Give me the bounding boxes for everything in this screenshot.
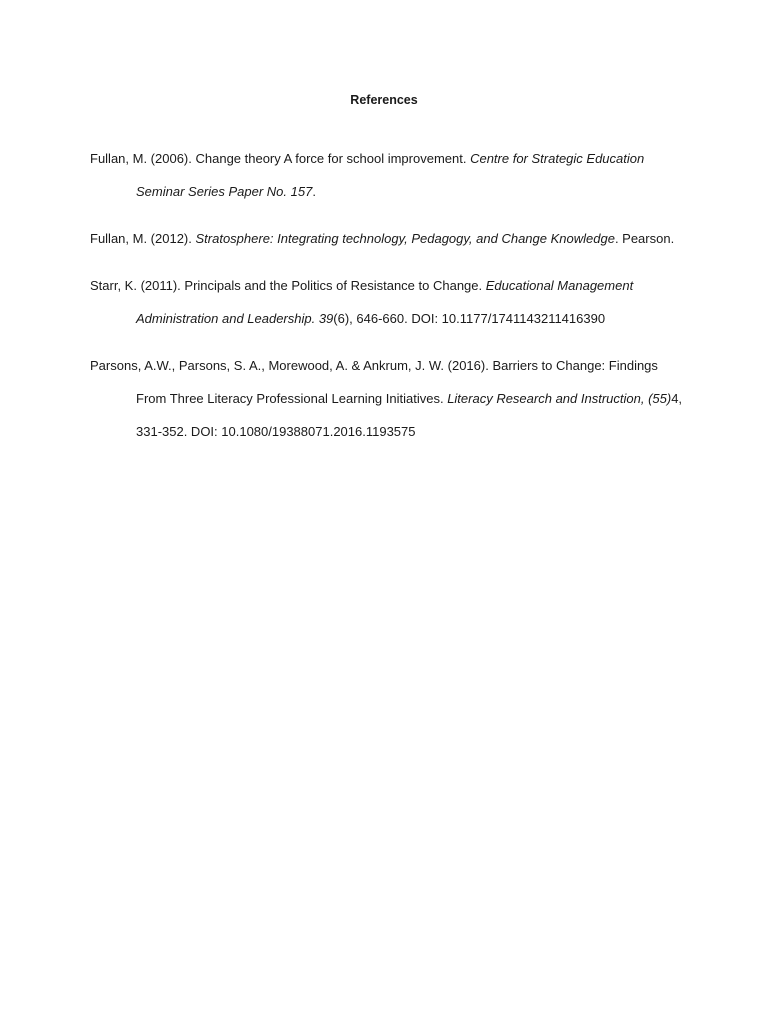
reference-text: 4, 331-352. DOI: 10.1080/19388071.2016.1193575: [136, 391, 683, 439]
references-heading: References: [350, 93, 418, 107]
reference-list: [90, 142, 690, 462]
reference-italic-text: Educational Management Administration and Leadership. 39: [136, 278, 634, 326]
reference-text: . Pearson.: [614, 231, 675, 246]
reference-text: Fullan, M. (2012).: [90, 231, 196, 246]
reference-item-fullan-2012: [90, 222, 690, 255]
reference-text: Parsons, A.W., Parsons, S. A., Morewood, A. & Ankrum, J. W. (2016). Barriers to Change: Findings From Three Literacy Professional Learning Initiatives.: [90, 358, 658, 406]
reference-item-fullan-2006: [90, 142, 690, 208]
reference-italic-text: Literacy Research and Instruction, (55): [447, 391, 672, 406]
reference-item-parsons-2016: [90, 349, 690, 448]
reference-item-starr-2011: [90, 269, 690, 335]
reference-text: Fullan, M. (2006). Change theory A force for school improvement.: [90, 151, 471, 166]
reference-italic-text: Stratosphere: Integrating technology, Pedagogy, and Change Knowledge: [195, 231, 615, 246]
reference-text: Starr, K. (2011). Principals and the Politics of Resistance to Change.: [90, 278, 486, 293]
reference-text: (6), 646-660. DOI: 10.1177/1741143211416390: [333, 311, 606, 326]
reference-text: .: [312, 184, 316, 199]
reference-italic-text: Centre for Strategic Education Seminar Series Paper No. 157: [136, 151, 645, 199]
